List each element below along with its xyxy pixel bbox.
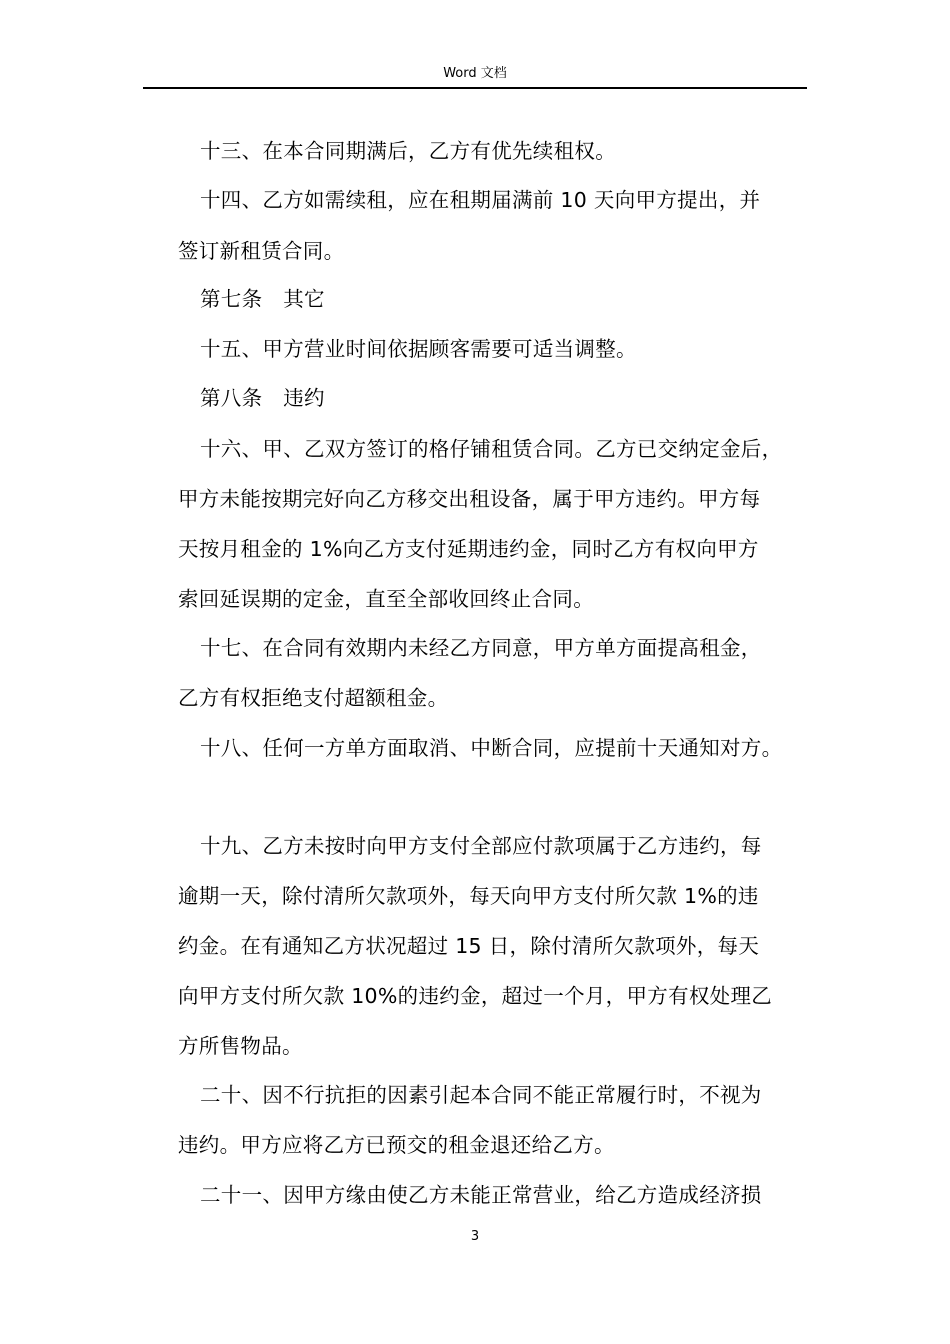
page-header: Word 文档	[443, 66, 507, 81]
paragraph-line: 方所售物品。	[178, 1034, 303, 1058]
paragraph-line: 十五、甲方营业时间依据顾客需要可适当调整。	[200, 337, 637, 361]
paragraph-line: 十三、在本合同期满后，乙方有优先续租权。	[200, 139, 616, 163]
paragraph-line: 违约。甲方应将乙方已预交的租金退还给乙方。	[178, 1133, 615, 1157]
paragraph-line: 逾期一天，除付清所欠款项外，每天向甲方支付所欠款 1%的违	[178, 884, 759, 908]
paragraph-line: 天按月租金的 1%向乙方支付延期违约金，同时乙方有权向甲方	[178, 537, 759, 561]
paragraph-line: 十八、任何一方单方面取消、中断合同，应提前十天通知对方。	[200, 736, 783, 760]
paragraph-line: 签订新租赁合同。	[178, 239, 345, 263]
paragraph-line: 十九、乙方未按时向甲方支付全部应付款项属于乙方违约，每	[200, 834, 762, 858]
paragraph-line: 约金。在有通知乙方状况超过 15 日，除付清所欠款项外，每天	[178, 934, 760, 958]
paragraph-line: 十四、乙方如需续租，应在租期届满前 10 天向甲方提出，并	[200, 188, 761, 212]
paragraph-line: 乙方有权拒绝支付超额租金。	[178, 686, 449, 710]
paragraph-line: 甲方未能按期完好向乙方移交出租设备，属于甲方违约。甲方每	[178, 487, 761, 511]
section-heading: 第八条 违约	[200, 386, 325, 410]
paragraph-line: 向甲方支付所欠款 10%的违约金，超过一个月，甲方有权处理乙	[178, 984, 773, 1008]
paragraph-line: 二十、因不行抗拒的因素引起本合同不能正常履行时，不视为	[200, 1083, 762, 1107]
page-number: 3	[470, 1229, 480, 1244]
paragraph-line: 索回延误期的定金，直至全部收回终止合同。	[178, 587, 594, 611]
section-heading: 第七条 其它	[200, 287, 325, 311]
header-divider	[143, 87, 807, 89]
paragraph-line: 十六、甲、乙双方签订的格仔铺租赁合同。乙方已交纳定金后，	[200, 437, 783, 461]
paragraph-line: 十七、在合同有效期内未经乙方同意，甲方单方面提高租金，	[200, 636, 762, 660]
paragraph-line: 二十一、因甲方缘由使乙方未能正常营业，给乙方造成经济损	[200, 1183, 762, 1207]
